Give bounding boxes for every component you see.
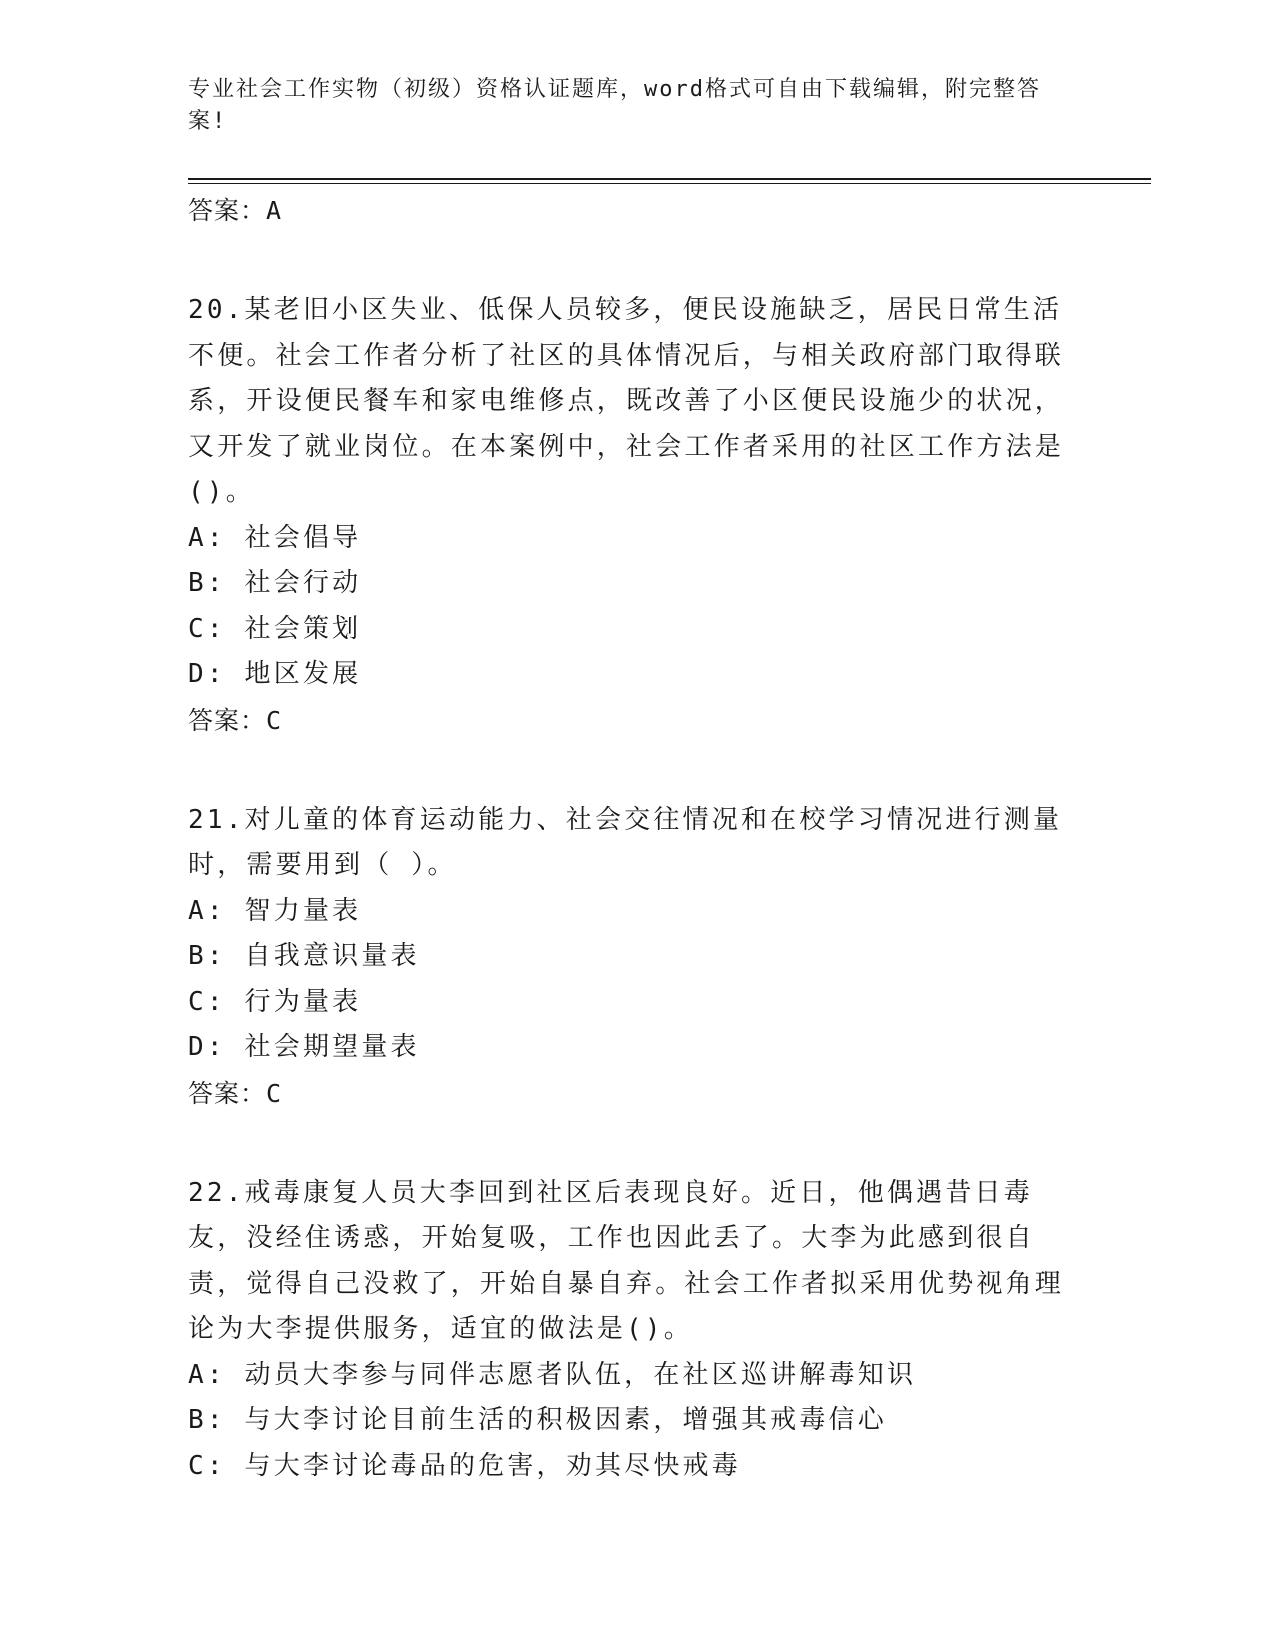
option-21-b: B: 自我意识量表 — [188, 941, 420, 971]
option-20-b: B: 社会行动 — [188, 568, 362, 598]
header-divider-thin — [188, 183, 1151, 184]
page-header — [188, 74, 1068, 138]
answer-21: 答案：C — [188, 1078, 283, 1108]
option-22-a: A: 动员大李参与同伴志愿者队伍，在社区巡讲解毒知识 — [188, 1359, 917, 1390]
question-20: 20.某老旧小区失业、低保人员较多，便民设施缺乏，居民日常生活不便。社会工作者分析了社区的具体情况后，与相关政府部门取得联系，开设便民餐车和家电维修点，既改善了小区便民设施少的状况，又开发了就业岗位。在本案例中，社会工作者采用的社区工作方法是()。 — [188, 295, 1065, 507]
option-20-c: C: 社会策划 — [188, 613, 362, 644]
option-20-d: D: 地区发展 — [188, 659, 362, 689]
option-21-d: D: 社会期望量表 — [188, 1032, 420, 1062]
option-20-a: A: 社会倡导 — [188, 522, 362, 553]
option-22-c: C: 与大李讨论毒品的危害，劝其尽快戒毒 — [188, 1450, 741, 1481]
question-22: 22.戒毒康复人员大李回到社区后表现良好。近日，他偶遇昔日毒友，没经住诱惑，开始复吸，工作也因此丢了。大李为此感到很自责，觉得自己没救了，开始自暴自弃。社会工作者拟采用优势视角理论为大李提供服务，适宜的做法是()。 — [188, 1177, 1065, 1344]
header-line-2: 案! — [188, 109, 228, 134]
header-divider — [188, 178, 1151, 180]
answer-19: 答案：A — [188, 196, 283, 225]
question-21: 21.对儿童的体育运动能力、社会交往情况和在校学习情况进行测量时，需要用到（ ）。 — [188, 804, 1063, 880]
option-21-a: A: 智力量表 — [188, 895, 362, 926]
header-line-1: 专业社会工作实物（初级）资格认证题库，word格式可自由下载编辑，附完整答 — [188, 77, 1041, 102]
option-21-c: C: 行为量表 — [188, 986, 362, 1017]
question-list — [188, 188, 1088, 1489]
option-22-b: B: 与大李讨论目前生活的积极因素，增强其戒毒信心 — [188, 1405, 887, 1435]
answer-20: 答案：C — [188, 705, 283, 735]
